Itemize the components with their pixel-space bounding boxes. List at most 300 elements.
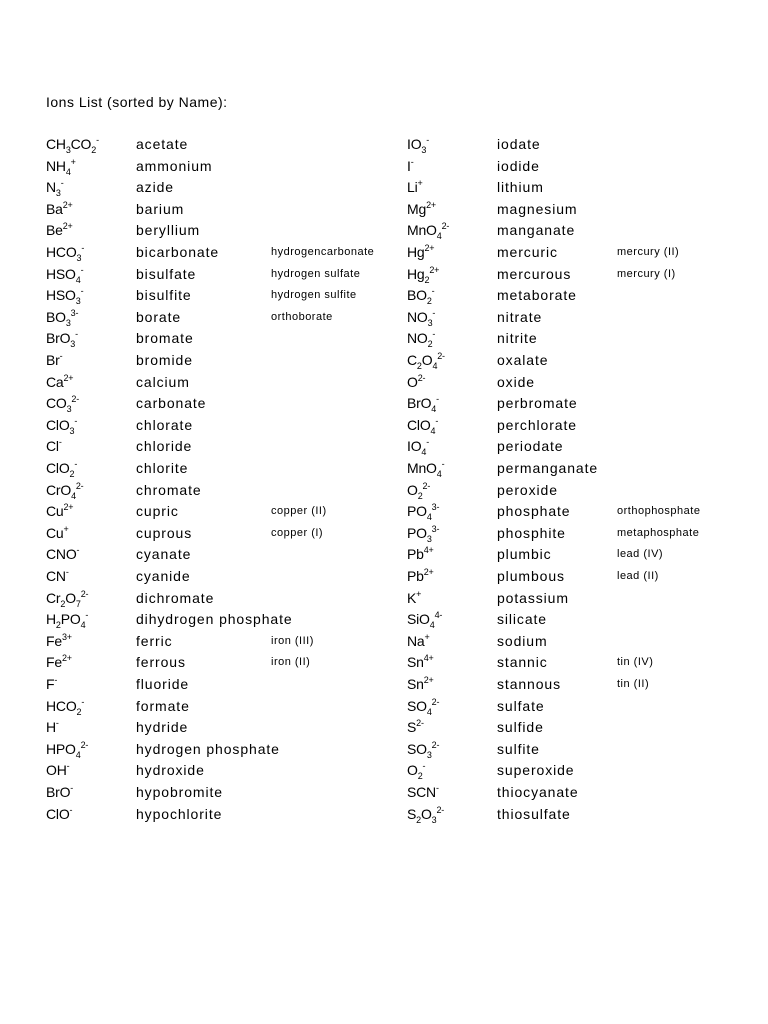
ion-name: hydride (136, 719, 189, 736)
ion-formula (407, 415, 438, 436)
ion-name: nitrite (497, 330, 538, 347)
ion-formula (46, 242, 84, 263)
formula-part: 2- (422, 480, 431, 491)
formula-part: 4 (71, 490, 76, 501)
ion-formula (407, 566, 434, 587)
formula-part: - (436, 394, 439, 405)
ion-formula (407, 501, 439, 522)
ion-name: oxalate (497, 352, 549, 368)
ion-alt-name: hydrogen sulfate (271, 267, 361, 280)
formula-part: 3 (65, 317, 71, 328)
formula-part: Cu (46, 524, 64, 541)
formula-part: 4 (426, 512, 432, 523)
formula-part: H (46, 719, 56, 736)
ion-name: hypobromite (136, 784, 223, 800)
formula-part: - (66, 761, 70, 772)
formula-part: Cr (46, 589, 61, 606)
formula-part: 2- (431, 696, 440, 707)
ion-name: bisulfate (136, 265, 197, 282)
ion-name: barium (136, 200, 185, 217)
formula-part: - (69, 804, 73, 815)
ion-formula (46, 609, 88, 630)
formula-part: 2- (436, 804, 445, 815)
formula-part: S (407, 805, 417, 822)
ion-formula (407, 436, 429, 457)
formula-part: 3 (75, 296, 81, 307)
ion-alt-name: tin (IV) (617, 656, 654, 669)
formula-part: CN (46, 568, 66, 584)
ion-formula (407, 199, 436, 220)
formula-part: PO (407, 503, 427, 520)
ion-name: hydroxide (136, 762, 205, 779)
ion-name: sulfite (497, 740, 540, 757)
formula-part: ClO (407, 416, 431, 433)
formula-part: 3 (427, 317, 433, 328)
ion-name: perbromate (497, 395, 578, 412)
formula-part: I (407, 157, 411, 174)
formula-part: 2+ (423, 567, 434, 577)
ion-formula (46, 436, 62, 457)
ion-name: calcium (136, 373, 190, 390)
ion-name: mercurous (497, 265, 572, 282)
formula-part: O (407, 481, 418, 498)
formula-part: 2- (441, 221, 450, 232)
ion-formula (46, 544, 79, 565)
formula-part: H (46, 611, 56, 628)
ion-alt-name: orthoborate (271, 310, 333, 323)
formula-part: 3 (421, 145, 427, 155)
formula-part: Cl (46, 438, 59, 455)
ion-formula (407, 652, 434, 673)
formula-part: 3 (431, 814, 437, 825)
formula-part: + (416, 588, 422, 599)
ion-formula (46, 739, 88, 760)
ion-alt-name: hydrogen sulfite (271, 289, 357, 302)
ion-formula (407, 328, 435, 349)
ion-name: sodium (497, 632, 548, 649)
ion-formula (407, 242, 434, 263)
formula-part: 2- (80, 588, 89, 599)
formula-part: Fe (46, 654, 62, 671)
ion-formula (407, 264, 439, 285)
formula-part: Ca (46, 373, 64, 390)
formula-part: 3 (76, 253, 82, 263)
ion-formula (46, 480, 83, 501)
ion-name: perchlorate (497, 416, 577, 433)
formula-part: O (65, 589, 76, 606)
ion-formula (46, 501, 73, 522)
ion-name: manganate (497, 222, 576, 239)
ion-name: sulfate (497, 697, 545, 714)
ion-name: metaborate (497, 287, 577, 304)
formula-part: - (431, 286, 435, 297)
ion-alt-name: tin (II) (617, 678, 650, 690)
formula-part: HSO (46, 265, 76, 282)
ion-name: superoxide (497, 762, 575, 779)
ion-formula (407, 134, 429, 155)
ion-formula (46, 523, 69, 544)
formula-part: C (407, 352, 417, 368)
ion-name: cyanate (136, 546, 192, 563)
formula-part: NO (407, 330, 428, 347)
ion-alt-name: mercury (I) (617, 267, 676, 280)
formula-part: 2 (416, 361, 422, 371)
formula-part: 2+ (63, 372, 74, 383)
formula-part: - (55, 718, 59, 729)
formula-part: 2+ (61, 653, 72, 664)
ion-name: beryllium (136, 222, 201, 239)
ion-alt-name: copper (I) (271, 526, 324, 539)
formula-part: Sn (407, 654, 424, 671)
formula-part: Hg (407, 244, 425, 260)
ion-name: phosphite (497, 524, 566, 541)
ion-name: hypochlorite (136, 805, 223, 822)
formula-part: + (63, 523, 69, 534)
ion-formula (46, 588, 88, 609)
formula-part: 4 (75, 749, 81, 760)
formula-part: Pb (407, 568, 424, 584)
ion-name: ferric (136, 632, 173, 649)
formula-part: 4 (436, 231, 442, 242)
formula-part: - (80, 264, 84, 275)
formula-part: - (65, 567, 69, 577)
formula-part: 4- (434, 610, 443, 621)
formula-part: - (74, 459, 78, 469)
ion-formula (46, 307, 78, 328)
ion-name: bisulfite (136, 287, 192, 304)
formula-part: Be (46, 222, 63, 239)
formula-part: HCO (46, 697, 77, 714)
ion-formula (407, 220, 449, 241)
formula-part: 3 (70, 339, 76, 350)
formula-part: 2 (416, 814, 421, 825)
formula-part: 3 (55, 188, 61, 199)
ion-formula (46, 631, 72, 652)
ion-name: plumbic (497, 546, 552, 563)
ion-formula (46, 717, 59, 738)
formula-part: - (85, 610, 89, 621)
formula-part: - (426, 135, 430, 145)
formula-part: 2 (76, 706, 82, 717)
ion-name: periodate (497, 438, 564, 455)
ion-name: fluoride (136, 676, 190, 692)
ion-formula (407, 544, 434, 565)
formula-part: CNO (46, 546, 77, 563)
formula-part: 2- (71, 394, 80, 405)
formula-part: 2- (75, 480, 84, 491)
formula-part: 7 (75, 598, 81, 609)
ion-formula (407, 631, 430, 652)
ion-formula (407, 156, 414, 177)
formula-part: - (432, 307, 436, 318)
ion-formula (407, 717, 424, 738)
formula-part: 4+ (423, 653, 434, 664)
ion-name: ammonium (136, 157, 213, 174)
ion-name: stannous (497, 676, 562, 692)
ion-name: azide (136, 179, 174, 196)
formula-part: NH (46, 157, 66, 174)
formula-part: BrO (46, 784, 71, 800)
ion-formula (407, 696, 439, 717)
ion-name: cuprous (136, 524, 193, 541)
ion-formula (46, 328, 78, 349)
ion-name: bicarbonate (136, 244, 220, 260)
formula-part: + (424, 631, 430, 642)
ion-alt-name: iron (III) (271, 634, 314, 647)
ion-name: chlorate (136, 416, 194, 433)
ion-name: lithium (497, 179, 544, 196)
ion-name: permanganate (497, 460, 599, 476)
ion-formula (407, 350, 445, 371)
formula-part: - (441, 459, 445, 469)
formula-part: Fe (46, 632, 62, 649)
formula-part: 2- (80, 739, 89, 750)
formula-part: 3 (426, 749, 432, 760)
ion-formula (46, 674, 57, 695)
formula-part: - (435, 415, 439, 426)
formula-part: - (422, 761, 426, 772)
formula-part: BO (46, 308, 66, 325)
formula-part: MnO (407, 222, 437, 239)
formula-part: PO (407, 524, 427, 541)
ion-formula (46, 264, 83, 285)
formula-part: - (60, 178, 64, 189)
ion-name: chloride (136, 438, 193, 455)
formula-part: - (81, 696, 85, 707)
formula-part: - (410, 156, 414, 167)
formula-part: 2- (416, 718, 424, 729)
ion-alt-name: hydrogencarbonate (271, 246, 375, 258)
formula-part: Ba (46, 200, 63, 217)
ion-name: bromide (136, 352, 193, 368)
formula-part: BrO (407, 395, 432, 412)
formula-part: 3- (431, 523, 440, 534)
formula-part: SO (407, 740, 427, 757)
formula-part: 2 (69, 469, 75, 479)
formula-part: S (407, 719, 417, 736)
formula-part: HCO (46, 244, 77, 260)
formula-part: - (81, 243, 85, 253)
formula-part: 2+ (423, 675, 434, 685)
ion-formula (46, 566, 69, 587)
formula-part: 3 (69, 425, 75, 436)
formula-part: 2 (417, 490, 423, 501)
formula-part: OH (46, 762, 67, 779)
ion-alt-name: orthophosphate (617, 505, 701, 518)
ion-formula (46, 458, 77, 479)
formula-part: K (407, 589, 417, 606)
ion-formula (407, 674, 434, 695)
formula-part: O (421, 352, 433, 368)
ion-alt-name: iron (II) (271, 656, 311, 669)
ion-formula (46, 285, 83, 306)
formula-part: O (407, 373, 418, 390)
formula-part: HPO (46, 740, 76, 757)
ion-formula (46, 199, 73, 220)
formula-part: 4 (80, 620, 86, 631)
ion-formula (46, 372, 73, 393)
ion-name: thiocyanate (497, 784, 579, 800)
formula-part: 2 (424, 274, 430, 285)
formula-part: O (420, 805, 432, 822)
formula-part: - (54, 675, 58, 685)
formula-part: Na (407, 632, 425, 649)
formula-part: - (76, 545, 80, 556)
formula-part: 2+ (62, 199, 73, 210)
ion-formula (46, 220, 73, 241)
ion-name: carbonate (136, 395, 207, 412)
ion-name: silicate (497, 611, 547, 628)
formula-part: 4 (429, 620, 435, 631)
formula-part: SiO (407, 611, 430, 628)
ion-name: acetate (136, 136, 189, 152)
ion-formula (407, 523, 439, 544)
ion-name: iodide (497, 157, 540, 174)
formula-part: HSO (46, 287, 76, 304)
formula-part: BrO (46, 330, 71, 347)
ion-formula (46, 134, 99, 155)
formula-part: Br (46, 352, 60, 368)
ion-formula (46, 782, 73, 803)
formula-part: 4 (430, 425, 436, 436)
ion-alt-name: mercury (II) (617, 246, 680, 258)
ion-name: bromate (136, 330, 194, 347)
formula-part: 4 (65, 166, 71, 177)
ion-formula (407, 458, 444, 479)
ion-formula (46, 350, 62, 371)
ion-alt-name: metaphosphate (617, 526, 700, 539)
formula-part: 2- (437, 351, 445, 361)
formula-part: Pb (407, 546, 424, 563)
formula-part: N (46, 179, 56, 196)
ion-formula (407, 177, 423, 198)
formula-part: ClO (46, 416, 70, 433)
formula-part: 2+ (426, 199, 436, 210)
ion-name: sulfide (497, 719, 544, 736)
ion-formula (46, 804, 72, 825)
formula-part: 3 (426, 533, 432, 544)
formula-part: Li (407, 179, 418, 196)
formula-part: 2+ (424, 243, 435, 253)
formula-part: IO (407, 438, 422, 455)
ion-name: chromate (136, 481, 202, 498)
ion-name: stannic (497, 654, 548, 671)
formula-part: - (70, 783, 74, 793)
ion-name: phosphate (497, 503, 571, 520)
ion-alt-name: copper (II) (271, 505, 327, 518)
ion-name: iodate (497, 136, 541, 152)
ion-formula (46, 415, 77, 436)
formula-part: + (417, 178, 423, 189)
formula-part: 2 (60, 598, 66, 609)
formula-part: 4 (75, 274, 81, 285)
formula-part: 4 (431, 404, 437, 415)
ion-name: magnesium (497, 200, 578, 217)
ion-formula (407, 307, 435, 328)
ion-formula (407, 609, 442, 630)
formula-part: 2+ (62, 221, 73, 232)
ion-formula (407, 393, 439, 414)
ion-name: formate (136, 697, 190, 714)
ion-formula (407, 782, 439, 803)
formula-part: Cu (46, 503, 64, 520)
ion-formula (407, 588, 421, 609)
ion-name: ferrous (136, 654, 186, 671)
formula-part: 2 (91, 145, 97, 155)
formula-part: ClO (46, 805, 70, 822)
formula-part: 2+ (429, 264, 440, 275)
ion-name: mercuric (497, 244, 558, 260)
formula-part: O (407, 762, 418, 779)
formula-part: CO (70, 136, 92, 152)
formula-part: CrO (46, 481, 72, 498)
formula-part: IO (407, 136, 422, 152)
ion-name: oxide (497, 373, 535, 390)
formula-part: - (432, 329, 436, 340)
formula-part: SO (407, 697, 427, 714)
ion-formula (46, 393, 79, 414)
formula-part: 4 (421, 447, 427, 458)
ion-name: borate (136, 308, 182, 325)
formula-part: 4 (426, 706, 432, 717)
formula-part: - (80, 286, 84, 297)
ion-name: dichromate (136, 589, 215, 606)
formula-part: 3+ (61, 631, 72, 642)
formula-part: CH (46, 136, 66, 152)
formula-part: PO (60, 611, 81, 628)
ion-formula (46, 760, 69, 781)
formula-part: - (58, 437, 62, 448)
formula-part: ClO (46, 460, 70, 476)
ion-alt-name: lead (II) (617, 570, 659, 582)
formula-part: F (46, 676, 55, 692)
formula-part: - (435, 783, 439, 793)
formula-part: CO (46, 395, 67, 412)
formula-part: 2- (417, 372, 426, 383)
ion-name: peroxide (497, 481, 558, 498)
ion-name: nitrate (497, 308, 543, 325)
formula-part: SCN (407, 784, 436, 800)
formula-part: 2 (426, 296, 432, 307)
ion-name: cupric (136, 503, 179, 520)
formula-part: 3 (66, 404, 72, 415)
formula-part: 2 (427, 339, 433, 350)
formula-part: Mg (407, 200, 427, 217)
ion-name: dihydrogen phosphate (136, 611, 293, 628)
formula-part: Hg (407, 265, 425, 282)
formula-part: - (74, 415, 78, 426)
formula-part: NO (407, 308, 428, 325)
formula-part: + (70, 156, 76, 167)
ion-formula (407, 760, 425, 781)
ion-formula (407, 739, 439, 760)
formula-part: 2- (431, 739, 440, 750)
formula-part: - (96, 135, 99, 145)
page-title: Ions List (sorted by Name): (46, 94, 228, 110)
formula-part: 4 (436, 469, 442, 479)
ion-formula (407, 480, 430, 501)
formula-part: 3- (431, 502, 440, 513)
ion-name: plumbous (497, 568, 565, 584)
ion-name: potassium (497, 589, 569, 606)
formula-part: 2 (417, 771, 423, 782)
ion-formula (407, 285, 434, 306)
ion-name: thiosulfate (497, 805, 571, 822)
ion-formula (407, 372, 425, 393)
ion-name: hydrogen phosphate (136, 740, 280, 757)
formula-part: - (75, 329, 78, 340)
formula-part: 3- (70, 307, 79, 318)
